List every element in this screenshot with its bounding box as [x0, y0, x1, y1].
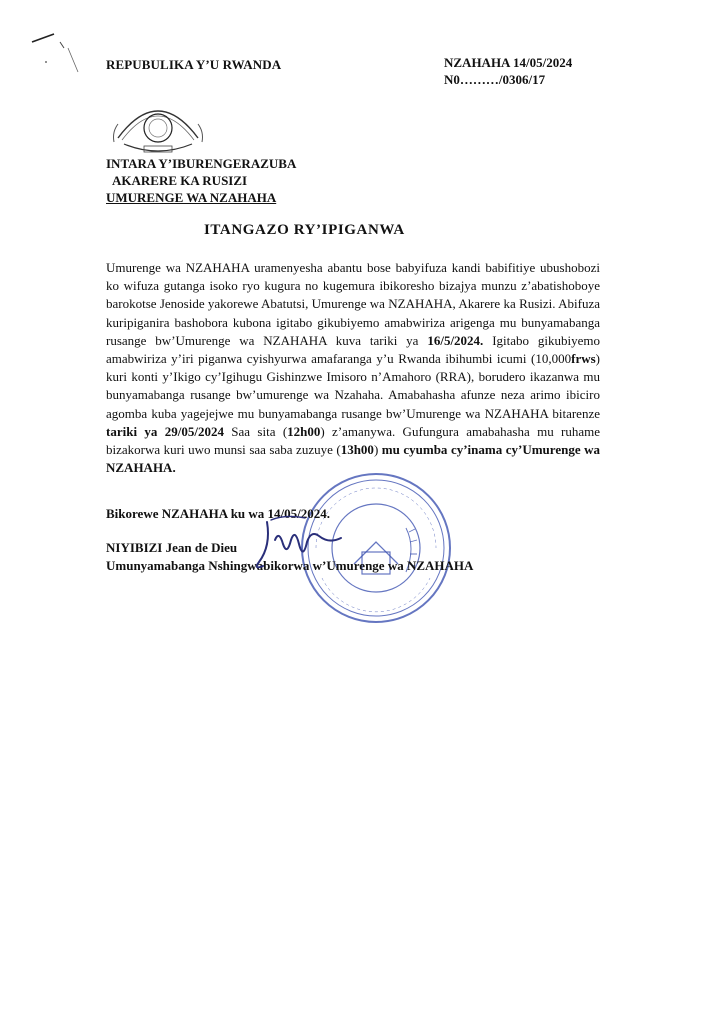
- body-text-1: Umurenge wa NZAHAHA uramenyesha abantu bose babyifuza kandi babifitiye ubushobozi ko wifuza gutanga isoko ryo kugura no kugemura ibikoresho bizajya munzu z’abatishoboye barokotse Jenoside yakorewe Abatutsi, Umurenge wa NZAHAHA, Akarere ka Rusizi. Abifuza kuripiganira bashobora kubona igitabo gikubiyemo amabwiriza arigenga mu bunyamabanga rusange bw’Umurenge wa NZAHAHA kuva tariki ya: [106, 260, 600, 348]
- announcement-body: [106, 259, 600, 477]
- province-label: INTARA Y’IBURENGERAZUBA: [106, 156, 297, 171]
- body-bold-time-opening: 13h00: [340, 442, 374, 458]
- sector-label: UMURENGE WA NZAHAHA: [106, 190, 277, 205]
- republic-heading: REPUBULIKA Y’U RWANDA: [106, 57, 282, 72]
- signer-title: Umunyamabanga Nshingwabikorwa w’Umurenge wa NZAHAHA: [106, 558, 474, 573]
- district-label: AKARERE KA RUSIZI: [112, 173, 248, 188]
- body-text-4: Saa sita (: [223, 423, 288, 439]
- body-bold-currency: frws: [571, 351, 596, 367]
- handwritten-signature-icon: [245, 510, 355, 580]
- body-text-5: ) z’amanywa. Gufungura amabahasha mu ruhame bizakorwa kuri uwo munsi saa saba zuzuye (: [106, 423, 601, 458]
- place-date: NZAHAHA 14/05/2024: [444, 55, 573, 70]
- body-text-2: Igitabo gikubiyemo amabwiriza y’iri piganwa cyishyurwa amafaranga y’u Rwanda ibihumbi icumi (10,000: [106, 332, 600, 367]
- body-bold-time-deadline: 12h00: [287, 423, 321, 439]
- body-text-3: ) kuri konti y’Ikigo cy’Igihugu Gishinzwe Imisoro n’Amahoro (RRA), borudero ikazanwa mu bunyamabanga rusange bw’umurenge wa Nzahaha. Amabahasha afunze neza arimo ibiciro agomba kuba yagejejwe mu bunyamabanga rusange bw’Umurenge wa NZAHAHA bitarenze: [106, 351, 600, 421]
- body-text-6: ): [373, 442, 382, 458]
- administrative-address: [106, 155, 296, 206]
- signer-name: NIYIBIZI Jean de Dieu: [106, 540, 238, 555]
- scan-artifact-marks: [28, 28, 88, 78]
- made-at-date: Bikorewe NZAHAHA ku wa 14/05/2024.: [106, 506, 331, 521]
- body-bold-date-start: 16/5/2024.: [427, 332, 484, 348]
- body-bold-deadline: tariki ya 29/05/2024: [106, 423, 224, 439]
- body-bold-venue: mu cyumba cy’inama cy’Umurenge wa NZAHAHA.: [106, 442, 600, 476]
- rwanda-emblem-icon: [104, 98, 212, 160]
- document-title: ITANGAZO RY’IPIGANWA: [204, 222, 405, 238]
- reference-number: N0………/0306/17: [444, 72, 546, 87]
